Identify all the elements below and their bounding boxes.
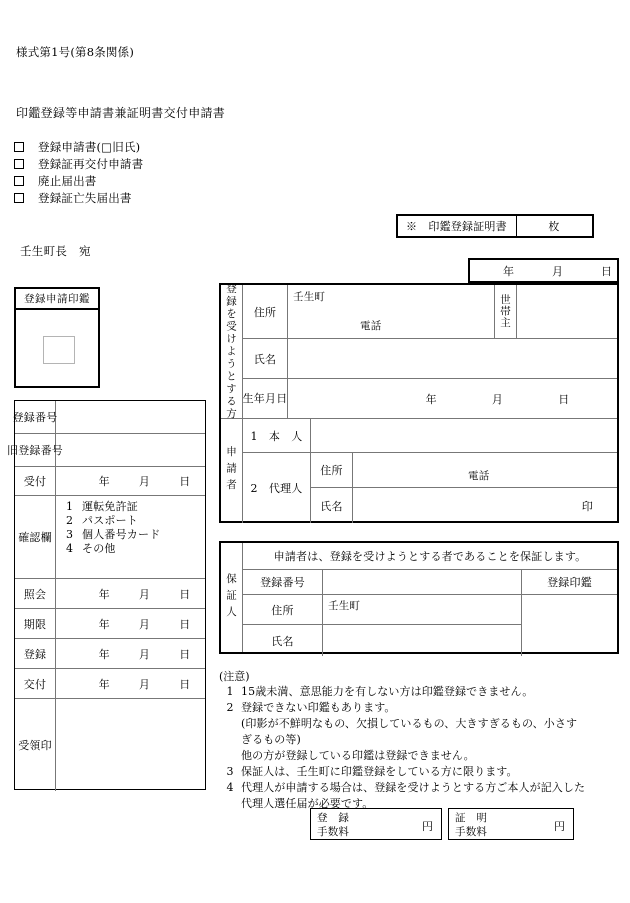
office-label-reg-number: 登録番号	[15, 401, 56, 434]
guarantor-statement: 申請者は、登録を受けようとする者であることを保証します。	[243, 543, 617, 570]
note-continuation: (印影が不鮮明なもの、欠損しているもの、大きすぎるもの、小さす	[241, 717, 578, 730]
agent-address-label: 住所	[311, 453, 353, 488]
note-continuation: 代理人選任届が必要です。	[241, 797, 374, 810]
note-continuation: ぎるもの等)	[241, 733, 301, 746]
month-label: 月	[138, 587, 151, 601]
checkbox-label: 登録申請書(□旧氏)	[38, 139, 141, 154]
guarantor-reg-number-label: 登録番号	[243, 570, 323, 595]
checkbox-label: 廃止届出書	[38, 173, 97, 188]
addressee: 壬生町長 宛	[20, 244, 91, 258]
month-label: 月	[138, 677, 151, 691]
phone-label: 電話	[360, 320, 382, 332]
application-type-checklist	[14, 138, 143, 206]
submission-date-box[interactable]	[468, 258, 619, 283]
year-label: 年	[98, 647, 110, 661]
note-text: 15歳未満、意思能力を有しない方は印鑑登録できません。	[241, 685, 534, 698]
applicant-agent-label[interactable]: 2 代理人	[243, 453, 311, 523]
note-number: 1	[226, 685, 234, 698]
checkbox-label: 登録証再交付申請書	[38, 156, 144, 171]
cert-box-unit: 枚	[548, 220, 560, 233]
guarantor-table	[219, 541, 619, 654]
office-label-registration: 登録	[15, 639, 56, 669]
day-label: 日	[179, 647, 191, 661]
seal-mark: 印	[581, 500, 593, 513]
registrant-address-value[interactable]	[288, 285, 495, 339]
householder-label: 世帯主	[495, 285, 517, 339]
office-label-reception: 受付	[15, 467, 56, 496]
seal-impression-box[interactable]	[14, 287, 100, 388]
page-title: 印鑑登録等申請書兼証明書交付申請書	[16, 106, 226, 120]
office-label-receipt-seal: 受領印	[15, 699, 56, 791]
agent-address-value[interactable]	[353, 453, 617, 488]
note-item	[219, 780, 619, 796]
note-continuation: 他の方が登録している印鑑は登録できません。	[241, 749, 475, 762]
year-label: 年	[425, 392, 437, 406]
id-option-label: 運転免許証	[82, 500, 138, 513]
office-label-verification: 確認欄	[15, 496, 56, 579]
id-option-row[interactable]	[66, 542, 160, 556]
checkbox-icon[interactable]	[14, 176, 24, 186]
note-text: 保証人は、壬生町に印鑑登録をしている方に限ります。	[241, 765, 518, 778]
office-label-inquiry: 照会	[15, 579, 56, 609]
note-text: 登録できない印鑑もあります。	[241, 701, 396, 714]
guarantor-side-label: 保証人	[221, 543, 243, 652]
id-option-label: その他	[82, 542, 116, 555]
notes-section	[219, 668, 619, 812]
guarantor-reg-seal-value[interactable]	[522, 595, 617, 656]
month-label: 月	[138, 617, 151, 631]
agent-name-value[interactable]	[353, 488, 617, 523]
note-number: 2	[226, 701, 234, 714]
note-item	[219, 700, 619, 716]
day-label: 日	[179, 677, 191, 691]
registrant-birthdate-label: 生年月日	[243, 379, 288, 419]
note-item	[219, 764, 619, 780]
office-label-issuance: 交付	[15, 669, 56, 699]
checkbox-row-abolition[interactable]	[14, 172, 143, 189]
year-label: 年	[503, 264, 514, 278]
note-number: 4	[226, 781, 234, 794]
registrant-name-label: 氏名	[243, 339, 288, 379]
registrant-address-label: 住所	[243, 285, 288, 339]
guarantor-address-label: 住所	[243, 595, 323, 625]
month-label: 月	[552, 264, 563, 278]
registrant-applicant-table	[219, 283, 619, 523]
day-label: 日	[179, 587, 191, 601]
office-value-old-reg-number[interactable]	[56, 434, 205, 467]
month-label: 月	[491, 392, 504, 406]
certificate-fee-label: 証 明 手数料	[455, 812, 488, 838]
checkbox-icon[interactable]	[14, 142, 24, 152]
office-value-reception[interactable]	[56, 467, 205, 496]
office-label-deadline: 期限	[15, 609, 56, 639]
day-label: 日	[601, 264, 612, 278]
householder-value[interactable]	[517, 285, 617, 339]
id-option-row[interactable]	[66, 514, 160, 528]
checkbox-row-reissue[interactable]	[14, 155, 143, 172]
certificate-count-box	[396, 214, 594, 238]
registration-fee-unit: 円	[422, 820, 433, 833]
registrant-birthdate-value[interactable]	[288, 379, 617, 419]
guarantor-reg-number-value[interactable]	[323, 570, 522, 595]
month-label: 月	[138, 475, 151, 488]
checkbox-icon[interactable]	[14, 193, 24, 203]
year-label: 年	[98, 617, 110, 631]
form-number: 様式第1号(第8条関係)	[16, 45, 135, 59]
id-option-number: 3	[66, 528, 74, 541]
agent-name-label: 氏名	[311, 488, 353, 523]
office-value-issuance[interactable]	[56, 669, 205, 699]
checkbox-icon[interactable]	[14, 159, 24, 169]
office-value-deadline[interactable]	[56, 609, 205, 639]
office-use-table	[7, 400, 206, 790]
note-number: 3	[226, 765, 234, 778]
checkbox-row-loss[interactable]	[14, 189, 143, 206]
checkbox-label: 登録証亡失届出書	[38, 190, 132, 205]
office-value-inquiry[interactable]	[56, 579, 205, 609]
registrant-side-label: 登録を受けようとする方	[221, 285, 243, 419]
id-option-row[interactable]	[66, 500, 160, 514]
note-item	[219, 684, 619, 700]
day-label: 日	[179, 475, 191, 488]
office-value-registration[interactable]	[56, 639, 205, 669]
address-prefix: 壬生町	[293, 291, 326, 303]
seal-placeholder-square	[43, 336, 75, 364]
guarantor-address-value[interactable]	[323, 595, 522, 625]
applicant-side-label: 申請者	[221, 419, 243, 523]
id-option-number: 2	[66, 514, 74, 527]
registration-fee-box[interactable]	[310, 808, 442, 840]
id-option-label: パスポート	[82, 514, 138, 527]
guarantor-reg-seal-label: 登録印鑑	[522, 570, 617, 595]
registration-fee-label: 登 録 手数料	[317, 812, 350, 838]
office-value-reg-number[interactable]	[56, 401, 205, 434]
applicant-self-value[interactable]	[311, 419, 617, 453]
certificate-fee-unit: 円	[554, 820, 565, 833]
office-label-old-reg-number: 旧登録番号	[15, 434, 56, 467]
office-value-verification[interactable]	[56, 496, 205, 579]
office-value-receipt-seal[interactable]	[56, 699, 205, 791]
month-label: 月	[138, 647, 151, 661]
applicant-self-label[interactable]: 1 本 人	[243, 419, 311, 453]
id-option-number: 1	[66, 500, 74, 513]
phone-label: 電話	[468, 470, 490, 482]
guarantor-name-value[interactable]	[323, 625, 522, 656]
note-text: 代理人が申請する場合は、登録を受けようとする方ご本人が記入した	[241, 781, 586, 794]
id-option-row[interactable]	[66, 528, 160, 542]
year-label: 年	[98, 475, 110, 488]
registrant-name-value[interactable]	[288, 339, 617, 379]
certificate-fee-box[interactable]	[448, 808, 574, 840]
seal-box-title: 登録申請印鑑	[16, 289, 98, 310]
cert-box-label: ※ 印鑑登録証明書	[406, 220, 507, 233]
guarantor-name-label: 氏名	[243, 625, 323, 656]
day-label: 日	[179, 617, 191, 631]
year-label: 年	[98, 587, 110, 601]
id-option-label: 個人番号カード	[82, 528, 161, 541]
id-option-number: 4	[66, 542, 74, 555]
address-prefix: 壬生町	[328, 600, 361, 612]
day-label: 日	[558, 392, 570, 406]
notes-heading: (注意)	[219, 670, 250, 683]
year-label: 年	[98, 677, 110, 691]
checkbox-row-registration[interactable]	[14, 138, 143, 155]
